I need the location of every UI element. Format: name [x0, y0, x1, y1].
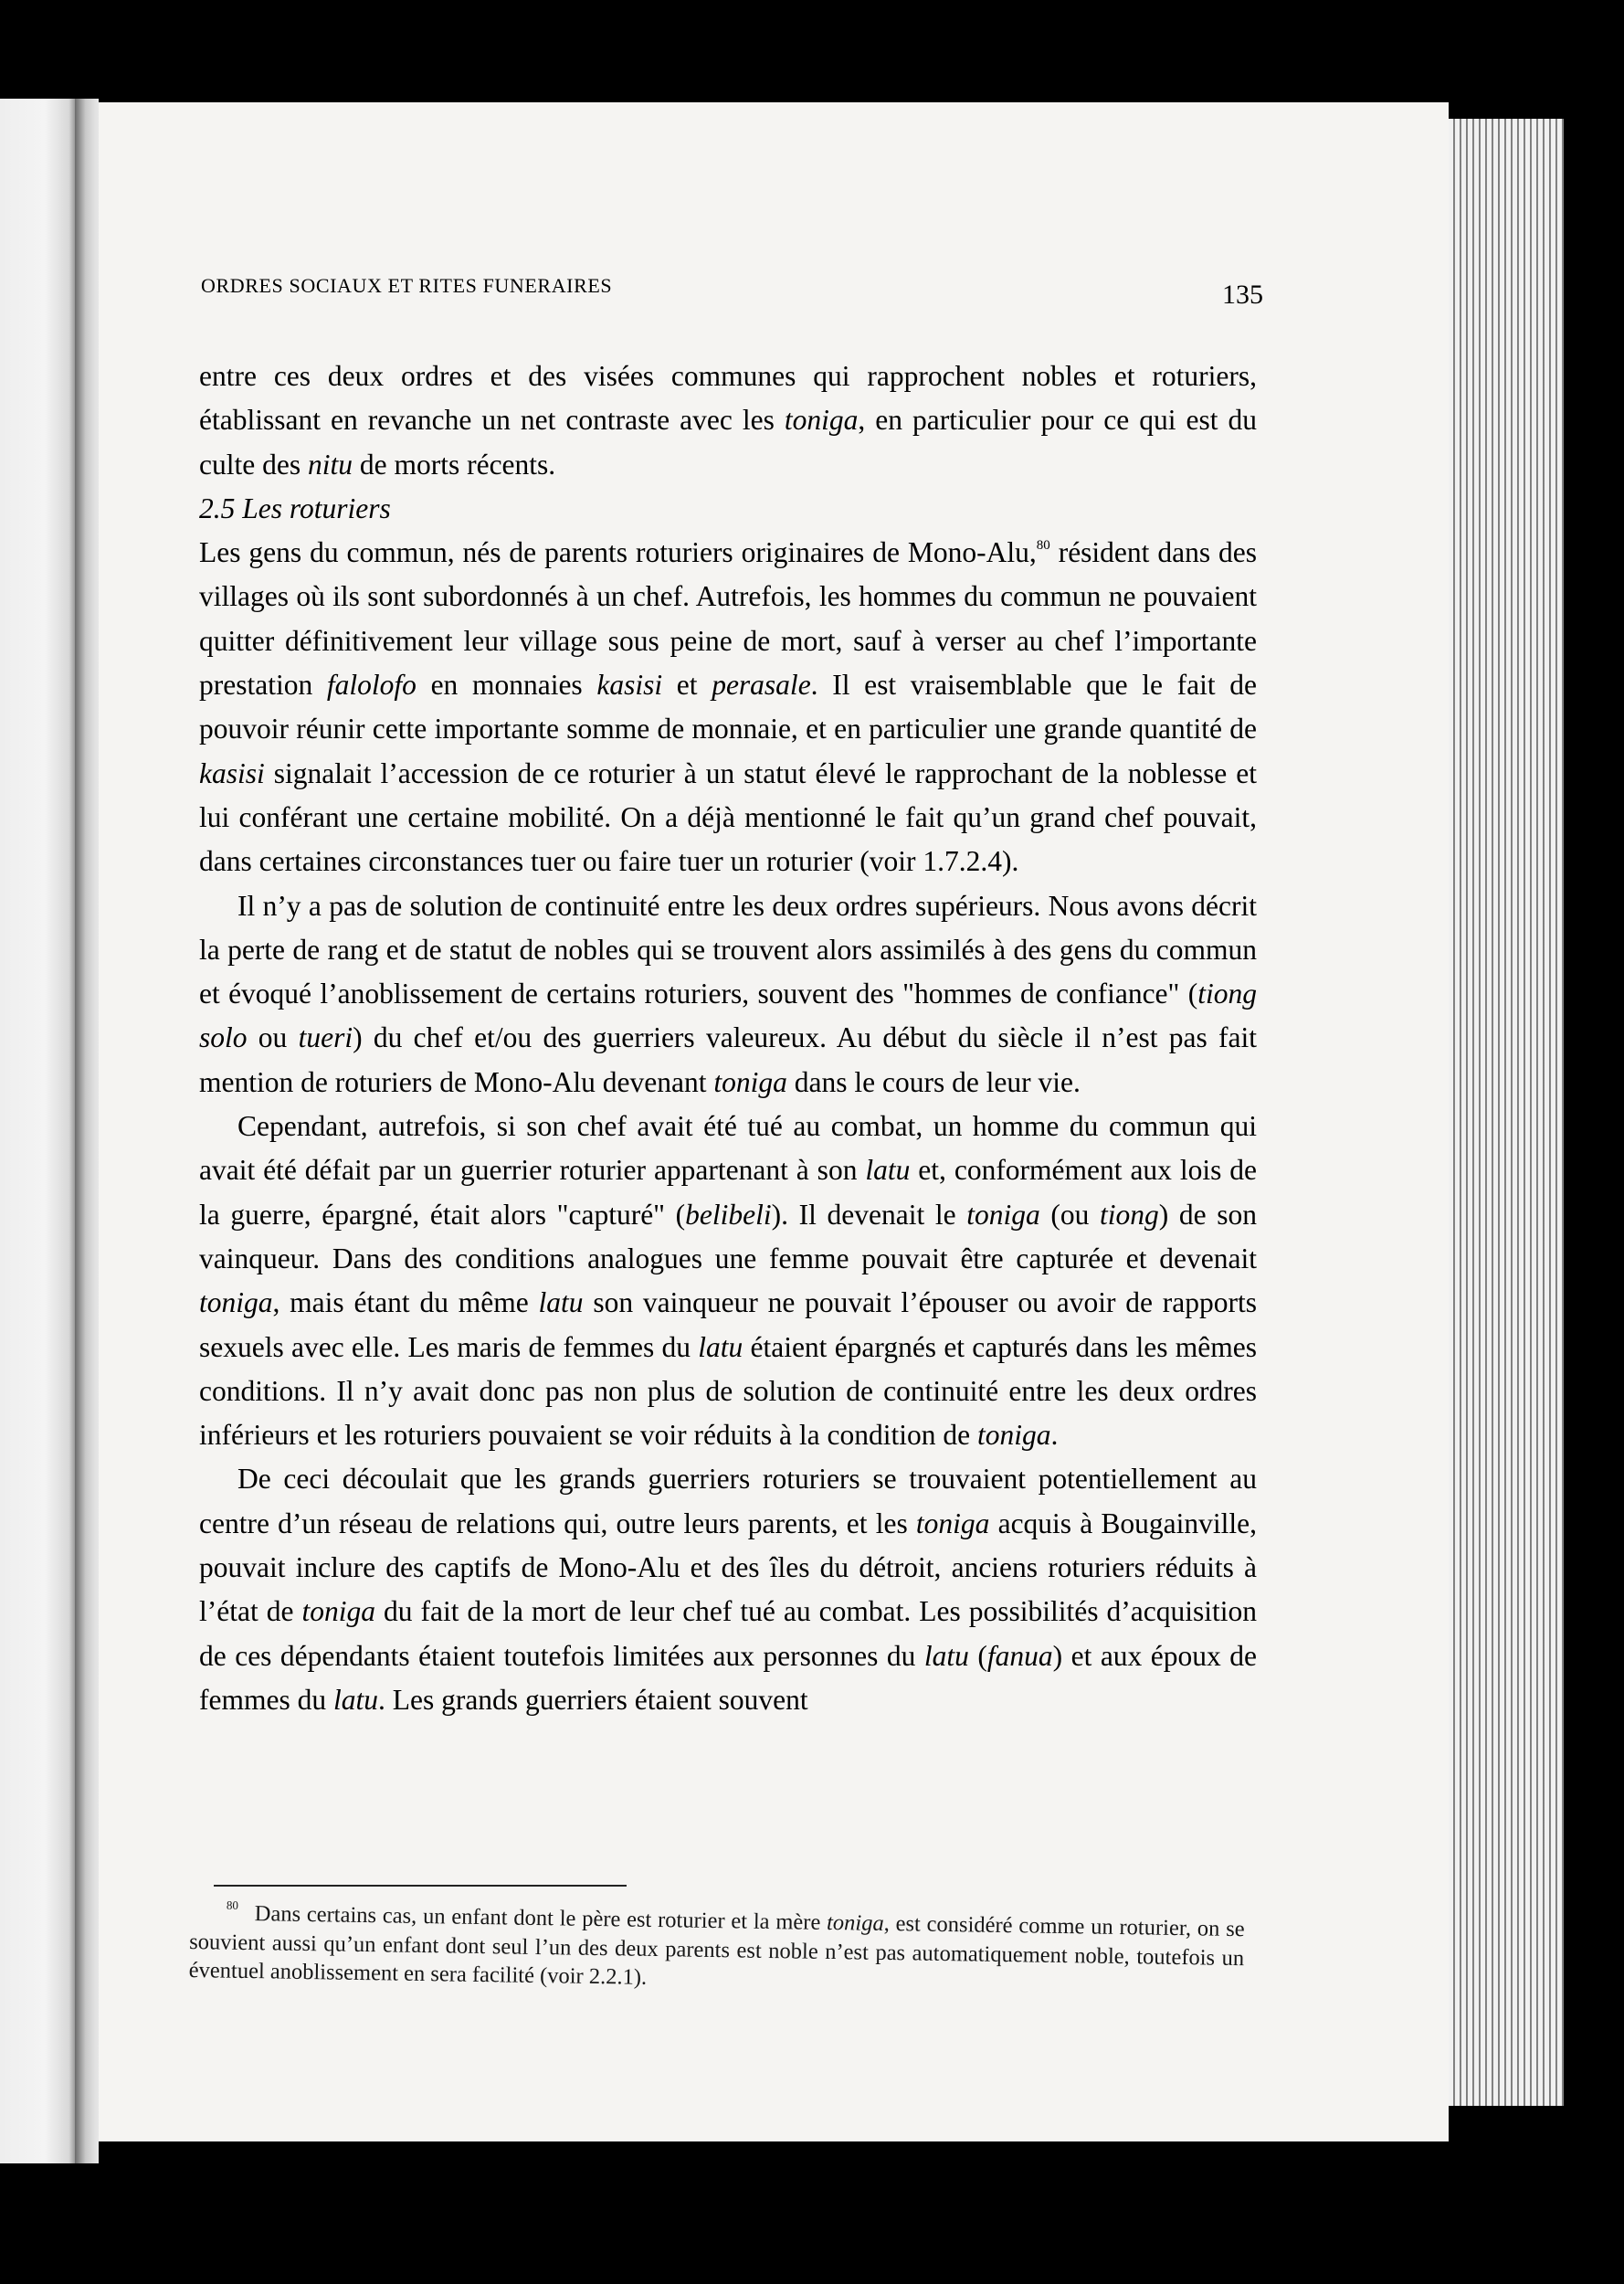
paragraph-1: [199, 354, 1257, 487]
italic-term: nitu: [307, 448, 353, 481]
italic-term: latu: [865, 1154, 911, 1187]
footnote-number: 80: [226, 1898, 239, 1912]
footnote: [189, 1898, 1245, 2002]
italic-term: perasale: [712, 669, 811, 702]
italic-term: latu: [332, 1683, 378, 1716]
italic-term: falolofo: [326, 669, 417, 702]
italic-term: toniga: [784, 404, 859, 437]
text-run: son vainqueur ne pouvait l’épouser ou avoir de rapports sexuels avec elle. Les maris de femmes du: [199, 1286, 1257, 1363]
text-run: Les gens du commun, nés de parents roturiers originaires de Mono-Alu,: [199, 536, 1037, 569]
text-run: de morts récents.: [352, 448, 556, 481]
text-run: ) de son vainqueur. Dans des conditions analogues une femme pouvait être capturée et devenait: [199, 1198, 1257, 1274]
italic-term: belibeli: [685, 1198, 772, 1231]
italic-term: toniga: [301, 1595, 375, 1628]
text-run: et, conformément aux lois de la guerre, épargné, était alors "capturé" (: [199, 1154, 1258, 1231]
text-run: , mais étant du même: [272, 1286, 539, 1319]
paragraph-3: [199, 884, 1257, 1105]
italic-term: toniga: [713, 1065, 787, 1098]
text-run: . Il est vraisemblable que le fait de pouvoir réunir cette importante somme de monnaie, et en particulier une grande quantité de: [199, 669, 1258, 745]
italic-term: toniga: [199, 1286, 273, 1319]
section-title: 2.5 Les roturiers: [199, 492, 391, 524]
text-run: .: [1050, 1419, 1059, 1452]
italic-term: latu: [538, 1286, 584, 1319]
italic-term: toniga: [826, 1909, 884, 1936]
text-run: , est considéré comme un roturier, on se souvient aussi qu’un enfant dont seul l’un des deux parents est noble n’est pas automatiquement noble, toutefois un éventuel anoblissement en sera facilité (voir 2.2.1).: [188, 1910, 1245, 1990]
text-run: . Les grands guerriers étaient souvent: [377, 1683, 808, 1716]
text-run: ou: [247, 1021, 299, 1054]
text-run: signalait l’accession de ce roturier à un statut élevé le rapprochant de la noblesse et lui conférant une certaine mobilité. On a déjà mentionné le fait qu’un grand chef pouvait, dans certaines circonstances tuer ou faire tuer un roturier (voir 1.7.2.4).: [199, 756, 1257, 878]
italic-term: fanua: [986, 1639, 1053, 1672]
paragraph-2: [199, 531, 1257, 883]
text-run: De ceci découlait que les grands guerriers roturiers se trouvaient potentiellement au centre d’un réseau de relations qui, outre leurs parents, et les: [199, 1463, 1257, 1539]
italic-term: toniga: [977, 1419, 1051, 1452]
text-run: entre ces deux ordres et des visées communes qui rapprochent nobles et roturiers, établissant en revanche un net contraste avec les: [199, 360, 1257, 437]
text-run: , en particulier pour ce qui est du culte des: [199, 404, 1257, 481]
italic-term: kasisi: [596, 669, 663, 702]
footnote-text: [189, 1901, 1245, 1990]
text-run: dans le cours de leur vie.: [786, 1065, 1081, 1098]
text-run: (: [968, 1639, 987, 1672]
text-run: (ou: [1039, 1198, 1100, 1231]
book-gutter: [75, 99, 99, 2163]
text-run: en monnaies: [416, 669, 597, 702]
text-run: ). Il devenait le: [771, 1198, 967, 1231]
text-run: du fait de la mort de leur chef tué au combat. Les possibilités d’acquisition de ces dépendants étaient toutefois limitées aux personnes du: [199, 1595, 1257, 1672]
text-run: ) et aux époux de femmes du: [199, 1639, 1257, 1716]
italic-term: latu: [698, 1330, 743, 1363]
text-run: Il n’y a pas de solution de continuité entre les deux ordres supérieurs. Nous avons décrit la perte de rang et de statut de nobles qui se trouvent alors assimilés à des gens du commun et évoqué l’anoblissement de certains roturiers, souvent des "hommes de confiance" (: [199, 889, 1257, 1010]
page-stack-edges: [1449, 119, 1564, 2106]
text-run: étaient épargnés et capturés dans les mêmes conditions. Il n’y avait donc pas non plus de solution de continuité entre les deux ordres inférieurs et les roturiers pouvaient se voir réduits à la condition de: [199, 1330, 1257, 1452]
text-run: Dans certains cas, un enfant dont le père est roturier et la mère: [254, 1901, 828, 1935]
text-run: résident dans des villages où ils sont subordonnés à un chef. Autrefois, les hommes du commun ne pouvaient quitter définitivement leur village sous peine de mort, sauf à verser au chef l’importante prestation: [199, 536, 1257, 702]
page-number: 135: [1222, 280, 1263, 310]
italic-term: tueri: [298, 1021, 353, 1054]
paragraph-4: [199, 1105, 1257, 1457]
italic-term: toniga: [966, 1198, 1040, 1231]
italic-term: tiong solo: [199, 978, 1257, 1054]
text-run: Cependant, autrefois, si son chef avait été tué au combat, un homme du commun qui avait été défait par un guerrier roturier appartenant à son: [199, 1110, 1257, 1187]
footnote-rule: [214, 1885, 627, 1887]
italic-term: latu: [923, 1639, 969, 1672]
italic-term: toniga: [915, 1507, 990, 1539]
italic-term: tiong: [1099, 1198, 1159, 1231]
paragraph-5: [199, 1457, 1257, 1722]
text-run: acquis à Bougainville, pouvait inclure des captifs de Mono-Alu et des îles du détroit, anciens roturiers réduits à l’état de: [199, 1507, 1257, 1628]
footnote-ref: 80: [1036, 538, 1050, 554]
text-run: ) du chef et/ou des guerriers valeureux. Au début du siècle il n’est pas fait mention de roturiers de Mono-Alu devenant: [199, 1021, 1257, 1098]
italic-term: kasisi: [199, 756, 265, 789]
facing-page-edge: [0, 99, 75, 2163]
running-head: ORDRES SOCIAUX ET RITES FUNERAIRES: [201, 274, 613, 297]
body-text: [199, 354, 1257, 1722]
text-run: et: [662, 669, 712, 702]
